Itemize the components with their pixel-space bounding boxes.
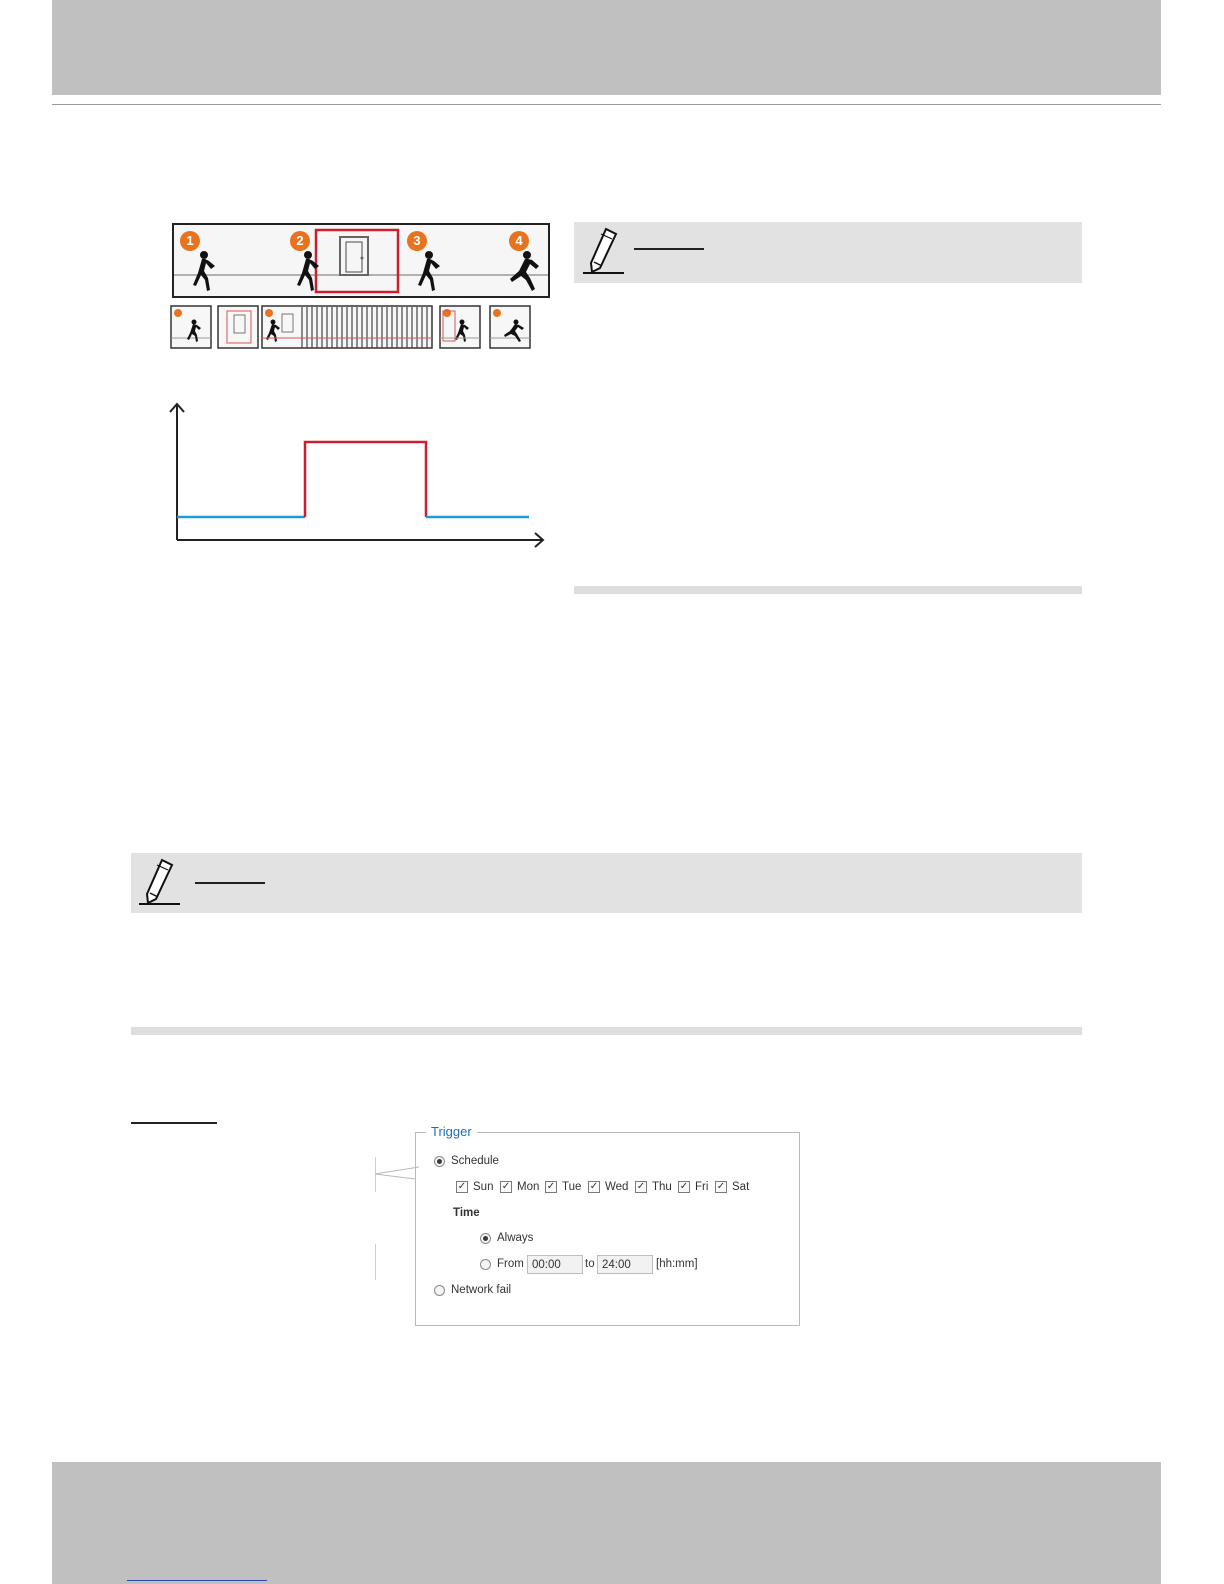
pencil-icon (582, 226, 626, 276)
note-box-top-end-rule (574, 586, 1082, 594)
day-checkbox-thu[interactable]: ✓ (636, 1181, 646, 1192)
always-radio[interactable] (480, 1233, 491, 1244)
note-box-top (574, 222, 1082, 283)
day-checkbox-mon[interactable]: ✓ (501, 1181, 511, 1192)
day-checkbox-sat[interactable]: ✓ (716, 1181, 726, 1192)
day-label-thu: Thu (652, 1181, 672, 1193)
page-header-band (52, 0, 1161, 95)
from-label: From (497, 1258, 524, 1270)
intrusion-strip-illustration (172, 223, 550, 298)
step-badge-1: 1 (180, 231, 200, 251)
schedule-radio[interactable] (434, 1156, 445, 1167)
day-checkbox-wed[interactable]: ✓ (589, 1181, 599, 1192)
frame-thumbnails (170, 305, 535, 351)
trigger-pulse (305, 442, 426, 517)
trigger-signal-diagram (165, 398, 550, 550)
day-label-sat: Sat (732, 1181, 750, 1193)
schedule-label: Schedule (451, 1155, 499, 1167)
step-badge-3: 3 (407, 231, 427, 251)
to-label: to (585, 1258, 595, 1270)
day-checkbox-sun[interactable]: ✓ (457, 1181, 467, 1192)
page-footer-band (52, 1462, 1161, 1584)
footer-link-underline[interactable] (127, 1580, 267, 1581)
time-heading: Time (453, 1207, 480, 1219)
from-time-input[interactable] (527, 1255, 583, 1274)
time-format-hint: [hh:mm] (656, 1258, 698, 1270)
day-label-mon: Mon (517, 1181, 540, 1193)
runner-icon-4 (510, 251, 539, 291)
pencil-icon (138, 857, 182, 907)
detection-zone-box (316, 230, 398, 292)
section-heading-underline (131, 1122, 217, 1124)
day-checkbox-tue[interactable]: ✓ (546, 1181, 556, 1192)
runner-icon-1 (193, 251, 215, 291)
step-badge-4: 4 (509, 231, 529, 251)
network-fail-radio[interactable] (434, 1285, 445, 1296)
callout-line-lower (375, 1244, 376, 1280)
day-label-sun: Sun (473, 1181, 494, 1193)
header-divider (52, 104, 1161, 105)
note-box-bottom (131, 853, 1082, 913)
note-box-bottom-end-rule (131, 1027, 1082, 1035)
door-icon (340, 237, 368, 275)
network-fail-label: Network fail (451, 1284, 512, 1296)
day-checkbox-fri[interactable]: ✓ (679, 1181, 689, 1192)
step-badge-2: 2 (290, 231, 310, 251)
to-time-input[interactable] (597, 1255, 653, 1274)
always-label: Always (497, 1232, 534, 1244)
day-label-fri: Fri (695, 1181, 709, 1193)
from-radio[interactable] (480, 1259, 491, 1270)
day-label-wed: Wed (605, 1181, 629, 1193)
note-title-underline (195, 882, 265, 884)
day-label-tue: Tue (562, 1181, 582, 1193)
runner-icon-3 (418, 251, 440, 291)
trigger-legend: Trigger (426, 1124, 477, 1140)
note-title-underline (634, 248, 704, 250)
